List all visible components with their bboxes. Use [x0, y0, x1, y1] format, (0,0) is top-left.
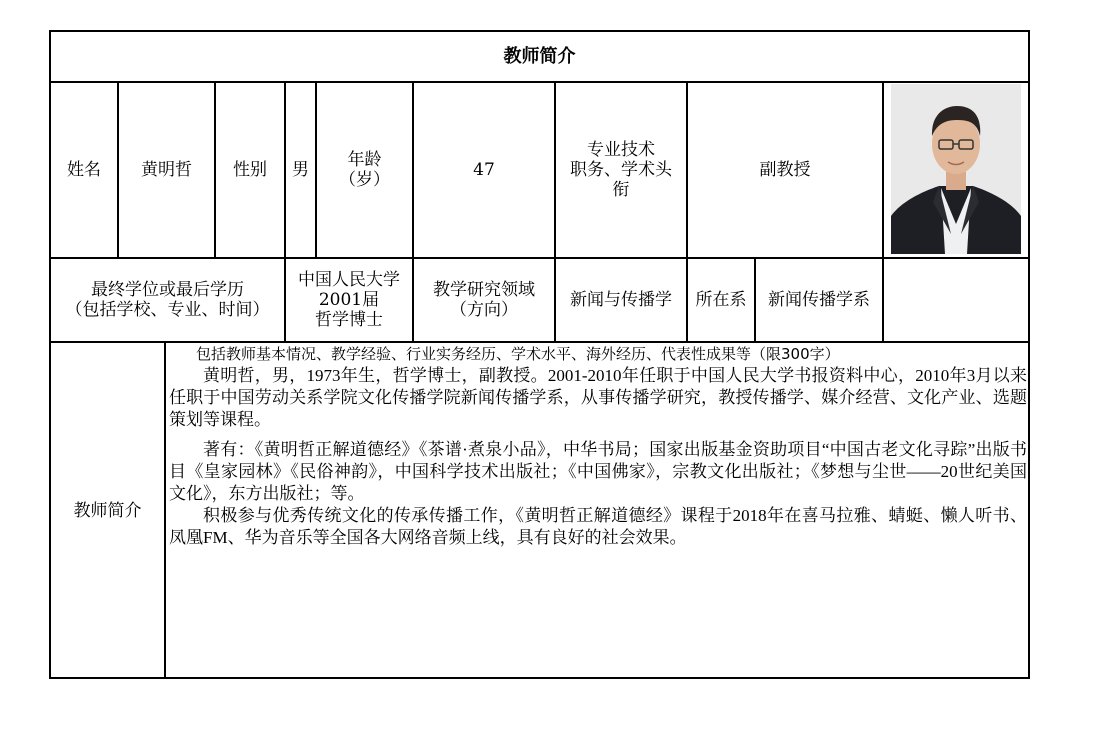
title-label-line: 专业技术	[587, 140, 655, 160]
age-label-line: （岁）	[339, 170, 390, 190]
page-title: 教师简介	[503, 45, 576, 67]
divider	[882, 83, 884, 341]
title-label	[556, 83, 686, 257]
gender-label: 性别	[233, 160, 267, 180]
bio-hint: 包括教师基本情况、教学经验、行业实务经历、学术水平、海外经历、代表性成果等（限300字）	[196, 345, 840, 363]
gender-value: 男	[292, 160, 309, 180]
person-portrait-icon	[891, 84, 1021, 254]
degree-label	[51, 259, 284, 341]
title-label-line: 衔	[612, 180, 630, 200]
age-label	[317, 83, 412, 257]
degree-label-line: （包括学校、专业、时间）	[65, 300, 270, 320]
title-label-line: 职务、学术头	[570, 160, 672, 180]
bio-paragraph: 著有：《黄明哲正解道德经》《茶谱·煮泉小品》，中华书局；国家出版基金资助项目“中国古老文化寻踪”出版书目《皇家园林》《民俗神韵》，中国科学技术出版社；《中国佛家》，宗教文化出版社；《梦想与尘世——20世纪美国文化》，东方出版社；等。	[169, 440, 1027, 503]
degree-value-line: 2001届	[318, 290, 380, 310]
field-value: 新闻与传播学	[570, 290, 672, 310]
bio-paragraph: 黄明哲，男，1973年生，哲学博士，副教授。2001-2010年任职于中国人民大学书报资料中心，2010年3月以来任职于中国劳动关系学院文化传播学院新闻传播学系，从事传播学研究，教授传播学、媒介经营、文化产业、选题策划等课程。	[169, 366, 1027, 429]
field-label-line: （方向）	[450, 300, 518, 320]
degree-value	[286, 259, 412, 341]
name-value: 黄明哲	[141, 160, 192, 180]
title-value: 副教授	[759, 160, 811, 180]
degree-value-line: 中国人民大学	[298, 270, 400, 290]
field-label-line: 教学研究领域	[433, 280, 535, 300]
degree-value-line: 哲学博士	[315, 310, 383, 330]
divider	[164, 343, 166, 679]
bio-content	[169, 345, 1027, 549]
teacher-photo	[891, 84, 1021, 254]
bio-paragraph: 积极参与优秀传统文化的传承传播工作，《黄明哲正解道德经》课程于2018年在喜马拉雅、蜻蜓、懒人听书、凤凰FM、华为音乐等全国各大网络音频上线，具有良好的社会效果。	[169, 506, 1027, 547]
divider	[51, 341, 1028, 343]
field-label	[414, 259, 554, 341]
bio-label: 教师简介	[73, 501, 142, 521]
department-value: 新闻传播学系	[768, 290, 870, 310]
department-label: 所在系	[695, 290, 747, 310]
name-label: 姓名	[67, 160, 101, 180]
degree-label-line: 最终学位或最后学历	[91, 280, 244, 300]
age-value: 47	[473, 160, 495, 180]
age-label-line: 年龄	[347, 150, 382, 170]
